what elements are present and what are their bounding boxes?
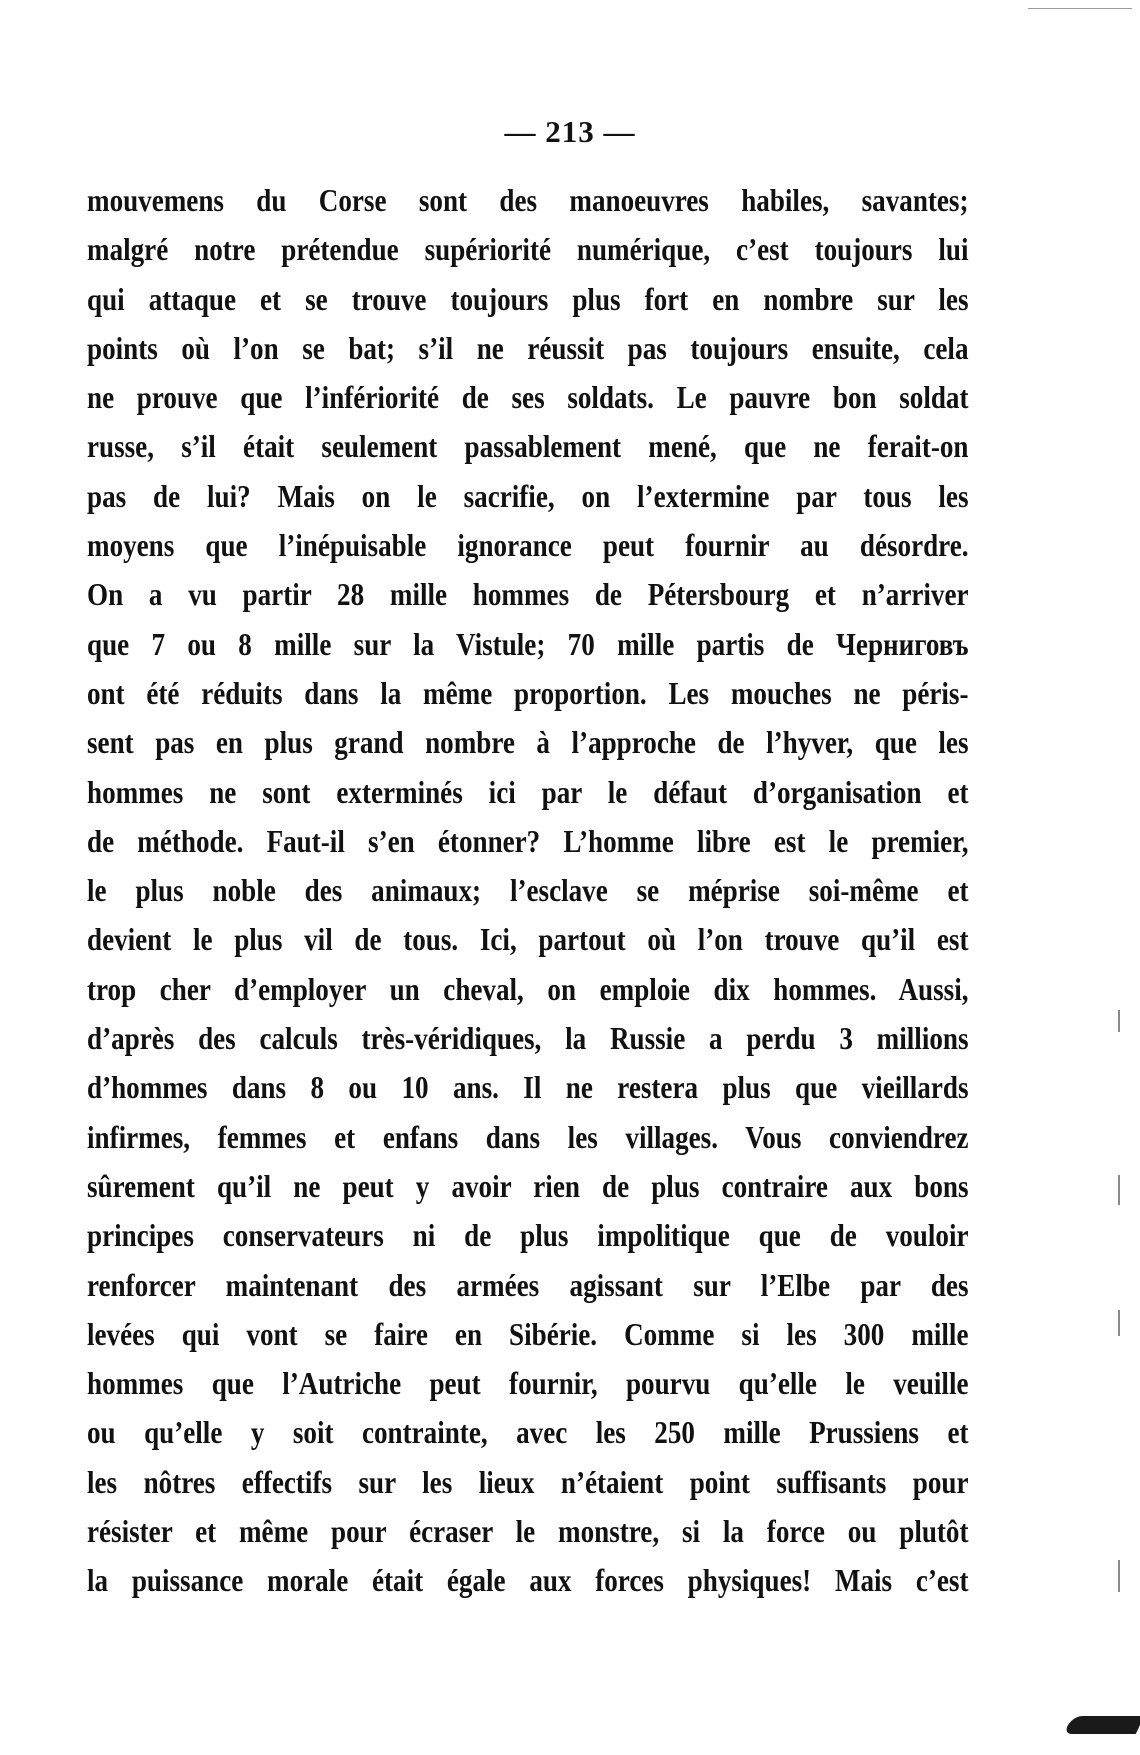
text-line: points où l’on se bat; s’il ne réussit pas toujours ensuite, cela <box>87 330 969 366</box>
text-line: renforcer maintenant des armées agissant sur l’Elbe par des <box>87 1267 969 1303</box>
text-line: sent pas en plus grand nombre à l’approche de l’hyver, que les <box>87 725 969 761</box>
scan-margin-mark <box>1118 1560 1120 1592</box>
text-line: qui attaque et se trouve toujours plus fort en nombre sur les <box>87 281 969 317</box>
text-line: d’hommes dans 8 ou 10 ans. Il ne restera plus que vieillards <box>87 1070 969 1106</box>
text-line: sûrement qu’il ne peut y avoir rien de plus contraire aux bons <box>87 1168 969 1204</box>
text-line: la puissance morale était égale aux forces physiques! Mais c’est <box>87 1563 969 1599</box>
text-line: mouvemens du Corse sont des manoeuvres habiles, savantes; <box>87 183 969 218</box>
text-line: devient le plus vil de tous. Ici, partout où l’on trouve qu’il est <box>87 922 969 958</box>
text-line: résister et même pour écraser le monstre, si la force ou plutôt <box>87 1514 969 1550</box>
text-line: d’après des calculs très-véridiques, la Russie a perdu 3 millions <box>87 1021 969 1057</box>
text-line: hommes ne sont exterminés ici par le défaut d’organisation et <box>87 774 969 810</box>
text-line: moyens que l’inépuisable ignorance peut fournir au désordre. <box>87 528 969 564</box>
text-line: malgré notre prétendue supériorité numérique, c’est toujours lui <box>87 232 969 268</box>
text-line: ont été réduits dans la même proportion. Les mouches ne péris- <box>87 675 969 711</box>
text-line: ne prouve que l’infériorité de ses soldats. Le pauvre bon soldat <box>87 380 969 416</box>
page-number: — 213 — <box>504 114 636 149</box>
top-edge-rule <box>1028 8 1132 9</box>
scan-margin-mark <box>1118 1310 1120 1336</box>
text-line: les nôtres effectifs sur les lieux n’étaient point suffisants pour <box>87 1464 969 1500</box>
text-line: ou qu’elle y soit contrainte, avec les 250 mille Prussiens et <box>87 1415 969 1451</box>
text-line: On a vu partir 28 mille hommes de Pétersbourg et n’arriver <box>87 577 969 613</box>
text-line: infirmes, femmes et enfans dans les villages. Vous conviendrez <box>87 1119 969 1155</box>
text-line: principes conservateurs ni de plus impolitique que de vouloir <box>87 1218 969 1254</box>
text-line: levées qui vont se faire en Sibérie. Comme si les 300 mille <box>87 1316 969 1352</box>
scan-margin-mark <box>1118 1010 1120 1032</box>
text-line: de méthode. Faut-il s’en étonner? L’homme libre est le premier, <box>87 823 969 859</box>
ink-blot-mark <box>1064 1716 1140 1734</box>
text-line: le plus noble des animaux; l’esclave se méprise soi-même et <box>87 873 969 909</box>
text-line: trop cher d’employer un cheval, on emploie dix hommes. Aussi, <box>87 971 969 1007</box>
page-body-text <box>87 176 969 1606</box>
text-line: pas de lui? Mais on le sacrifie, on l’extermine par tous les <box>87 478 969 514</box>
text-line: russe, s’il était seulement passablement mené, que ne ferait-on <box>87 429 969 465</box>
text-line: hommes que l’Autriche peut fournir, pourvu qu’elle le veuille <box>87 1366 969 1402</box>
text-line: que 7 ou 8 mille sur la Vistule; 70 mille partis de Черниговъ <box>87 626 969 662</box>
scan-margin-mark <box>1118 1175 1120 1205</box>
